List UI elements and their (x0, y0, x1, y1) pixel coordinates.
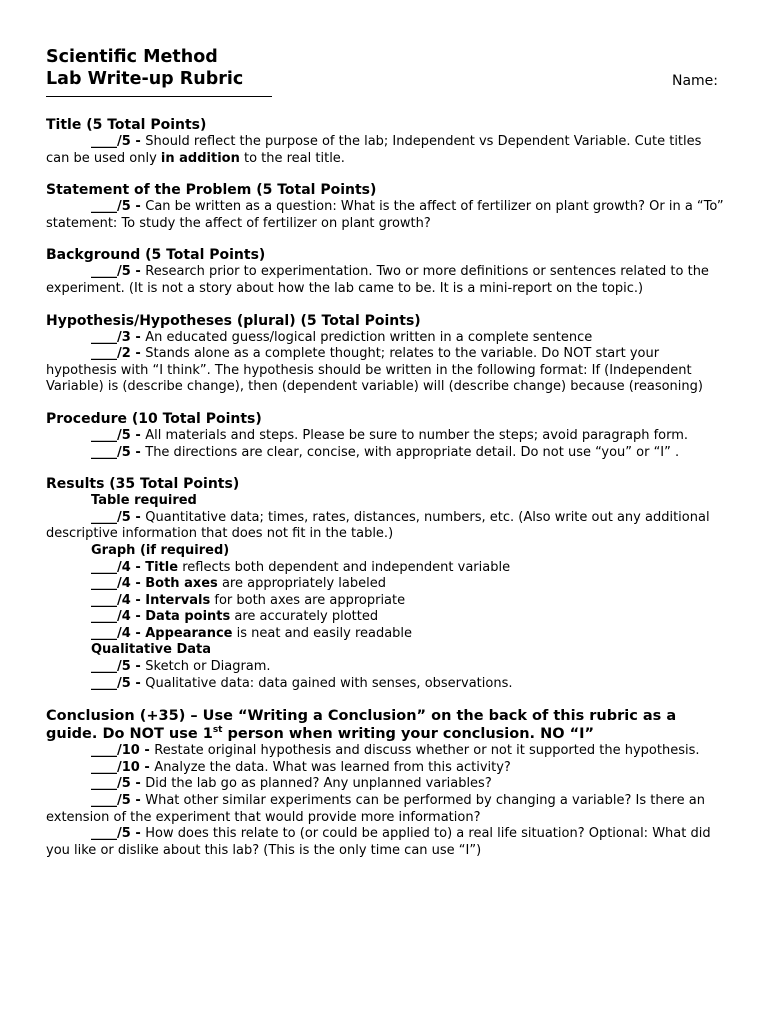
item-text: for both axes are appropriate (210, 592, 406, 608)
item-text: How does this relate to (or could be applied to) a real life situation? Optional: What did you like or dislike about this lab? (This is the only time can use “I”) (46, 826, 711, 858)
item-emphasis: Both axes (145, 576, 218, 592)
rubric-item (46, 445, 726, 462)
section-results (46, 476, 726, 692)
title-line-2: Lab Write-up Rubric (46, 69, 244, 89)
score-blank[interactable]: ____/3 - (91, 329, 146, 345)
item-text: Stands alone as a complete thought; relates to the variable. Do NOT start your hypothesis with “I think”. The hypothesis should be written in the following format: If (Independent Variable) is (describe change), then (dependent variable) will (describe change) because (reasoning) (46, 346, 703, 395)
score-blank[interactable]: ____/4 - (91, 625, 146, 641)
score-blank[interactable]: ____/5 - (91, 659, 146, 675)
rubric-item (46, 659, 726, 676)
score-blank[interactable]: ____/4 - (91, 609, 146, 625)
section-heading: Statement of the Problem (5 Total Points) (46, 182, 377, 199)
heading-text: person when writing your conclusion. NO “I” (222, 726, 595, 743)
item-text: is neat and easily readable (232, 625, 413, 641)
section-title (46, 117, 726, 167)
section-conclusion (46, 707, 726, 859)
title-line-1: Scientific Method (46, 47, 218, 67)
rubric-item (46, 626, 726, 643)
section-heading: Title (5 Total Points) (46, 117, 207, 133)
section-problem (46, 182, 726, 232)
qualitative-subheading: Qualitative Data (91, 642, 212, 658)
rubric-item (46, 593, 726, 610)
rubric-item (46, 676, 726, 693)
score-blank[interactable]: ____/10 - (91, 743, 155, 759)
item-text: Research prior to experimentation. Two or more definitions or sentences related to the experiment. (It is not a story about how the lab came to be. It is a mini-report on the topic.) (46, 264, 709, 296)
item-text: What other similar experiments can be performed by changing a variable? Is there an extension of the experiment that would provide more information? (46, 793, 705, 825)
item-text: are appropriately labeled (217, 576, 386, 592)
item-text: to the real title. (239, 150, 345, 166)
name-label: Name: (671, 73, 718, 89)
rubric-item (46, 743, 726, 760)
score-blank[interactable]: ____/4 - (91, 592, 146, 608)
item-text: All materials and steps. Please be sure to number the steps; avoid paragraph form. (145, 427, 689, 443)
score-blank[interactable]: ____/5 - (91, 509, 146, 525)
item-text: Sketch or Diagram. (145, 659, 271, 675)
section-hypothesis (46, 313, 726, 396)
item-text: Qualitative data: data gained with senses, observations. (145, 675, 513, 691)
item-text: The directions are clear, concise, with appropriate detail. Do not use “you” or “I” . (145, 444, 680, 460)
rubric-item (46, 826, 726, 859)
rubric-item (46, 134, 726, 167)
score-blank[interactable]: ____/4 - (91, 559, 146, 575)
section-heading (46, 707, 726, 743)
item-text: are accurately plotted (230, 609, 379, 625)
score-blank[interactable]: ____/5 - (91, 199, 146, 215)
rubric-item (46, 199, 726, 232)
section-heading: Background (5 Total Points) (46, 247, 266, 264)
rubric-item (46, 264, 726, 297)
score-blank[interactable]: ____/10 - (91, 759, 155, 775)
item-text: Analyze the data. What was learned from this activity? (154, 759, 511, 775)
document-header (46, 46, 726, 90)
score-blank[interactable]: ____/2 - (91, 346, 146, 362)
section-heading: Hypothesis/Hypotheses (plural) (5 Total Points) (46, 312, 421, 329)
rubric-item (46, 560, 726, 577)
item-text: Can be written as a question: What is the affect of fertilizer on plant growth? Or in a “To” statement: To study the affect of fertilizer on plant growth? (46, 199, 724, 231)
rubric-item (46, 776, 726, 793)
item-text: An educated guess/logical prediction written in a complete sentence (145, 329, 593, 345)
score-blank[interactable]: ____/4 - (91, 576, 146, 592)
rubric-item (46, 346, 726, 396)
rubric-item (46, 428, 726, 445)
score-blank[interactable]: ____/5 - (91, 427, 146, 443)
item-emphasis: Intervals (145, 592, 211, 608)
item-text: Quantitative data; times, rates, distances, numbers, etc. (Also write out any additional descriptive information that does not fit in the table.) (46, 509, 710, 542)
name-underline[interactable] (46, 90, 272, 97)
table-subheading: Table required (91, 493, 197, 509)
heading-superscript: st (212, 725, 223, 736)
item-emphasis: in addition (160, 150, 240, 166)
item-text: Restate original hypothesis and discuss whether or not it supported the hypothesis. (154, 743, 700, 759)
item-text: Should reflect the purpose of the lab; Independent vs Dependent Variable. Cute titles can be used only (46, 134, 702, 166)
score-blank[interactable]: ____/5 - (91, 793, 146, 809)
rubric-item (46, 510, 726, 543)
item-emphasis: Appearance (145, 625, 233, 641)
rubric-item (46, 793, 726, 826)
item-emphasis: Title (145, 559, 179, 575)
section-procedure (46, 411, 726, 461)
section-heading: Results (35 Total Points) (46, 476, 240, 493)
rubric-page (46, 46, 726, 874)
section-heading: Procedure (10 Total Points) (46, 410, 262, 427)
section-background (46, 247, 726, 297)
score-blank[interactable]: ____/5 - (91, 675, 146, 691)
score-blank[interactable]: ____/5 - (91, 444, 146, 460)
item-text: Did the lab go as planned? Any unplanned variables? (145, 776, 492, 792)
rubric-item (46, 760, 726, 777)
graph-subheading: Graph (if required) (91, 542, 230, 558)
score-blank[interactable]: ____/5 - (91, 134, 146, 149)
rubric-item (46, 576, 726, 593)
rubric-item (46, 330, 726, 347)
rubric-item (46, 609, 726, 626)
score-blank[interactable]: ____/5 - (91, 264, 146, 280)
item-text: reflects both dependent and independent variable (178, 559, 511, 575)
score-blank[interactable]: ____/5 - (91, 826, 146, 842)
score-blank[interactable]: ____/5 - (91, 776, 146, 792)
item-emphasis: Data points (145, 609, 231, 625)
heading-text: Conclusion (+35) – Use “Writing a Conclusion” on the back of this rubric as a guide. Do NOT use 1 (46, 708, 677, 743)
